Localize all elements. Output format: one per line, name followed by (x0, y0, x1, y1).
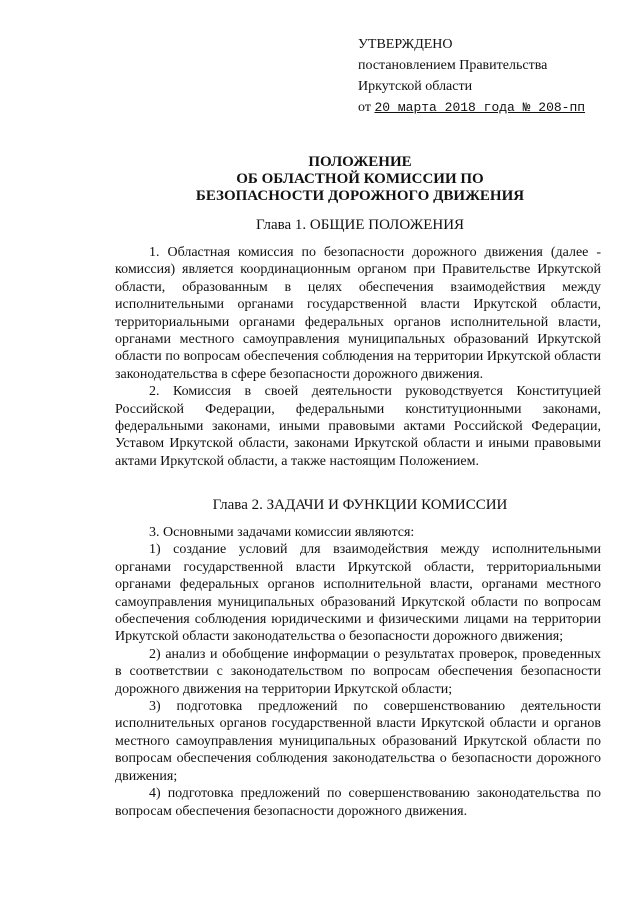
paragraph-2: 2. Комиссия в своей деятельности руководствуется Конституцией Российской Федерации, федеральными конституционными законами, федеральными законами, иными правовыми актами Российской Федерации, Уставом Иркутской области, законами Иркутской области и иными правовыми актами Иркутской области, а также настоящим Положением. (115, 384, 601, 469)
title-line-2: ОБ ОБЛАСТНОЙ КОМИССИИ ПО (236, 171, 484, 187)
chapter-1-body (115, 244, 601, 470)
chapter-1-heading: Глава 1. ОБЩИЕ ПОЛОЖЕНИЯ (255, 217, 465, 233)
approval-stamp (358, 34, 585, 118)
paragraph-3-item-2: 2) анализ и обобщение информации о результатах проверок, проведенных в соответствии с законодательством по вопросам обеспечения безопасности дорожного движения на территории Иркутской области; (115, 646, 601, 697)
title-line-1: ПОЛОЖЕНИЕ (308, 154, 412, 170)
approval-line-decree: постановлением Правительства (358, 58, 548, 73)
paragraph-1: 1. Областная комиссия по безопасности дорожного движения (далее - комиссия) является координационным органом при Правительстве Иркутской области, образованным в целях обеспечения взаимодействия между исполнительными органами государственной власти Иркутской области, территориальными органами федеральных органов исполнительной власти, органами местного самоуправления муниципальных образований Иркутской области по вопросам обеспечения соблюдения на территории Иркутской области законодательства в сфере безопасности дорожного движения. (115, 245, 601, 382)
paragraph-3: 3. Основными задачами комиссии являются: (149, 525, 415, 540)
document-title (110, 154, 610, 205)
approval-from-prefix: от (358, 100, 371, 115)
paragraph-3-item-1: 1) создание условий для взаимодействия между исполнительными органами государственной власти Иркутской области, территориальными органами федеральных органов исполнительной власти, органами местного самоуправления муниципальных образований Иркутской области по вопросам обеспечения соблюдения юридическими и физическими лицами на территории Иркутской области законодательства о безопасности дорожного движения; (115, 542, 601, 645)
approval-line-region: Иркутской области (358, 79, 473, 94)
paragraph-3-item-3: 3) подготовка предложений по совершенствованию деятельности исполнительных органов государственной власти Иркутской области и органов местного самоуправления муниципальных образований Иркутской области по вопросам обеспечения соблюдения законодательства о безопасности дорожного движения; (115, 699, 601, 784)
chapter-2-body (115, 524, 601, 820)
title-line-3: БЕЗОПАСНОСТИ ДОРОЖНОГО ДВИЖЕНИЯ (195, 188, 525, 204)
approval-line-date (358, 97, 585, 118)
approval-date-number: 20 марта 2018 года № 208-пп (374, 100, 586, 115)
chapter-2-heading: Глава 2. ЗАДАЧИ И ФУНКЦИИ КОМИССИИ (212, 497, 508, 513)
approval-line-approved: УТВЕРЖДЕНО (358, 37, 453, 52)
paragraph-3-item-4: 4) подготовка предложений по совершенствованию законодательства по вопросам обеспечения безопасности дорожного движения. (115, 786, 601, 819)
